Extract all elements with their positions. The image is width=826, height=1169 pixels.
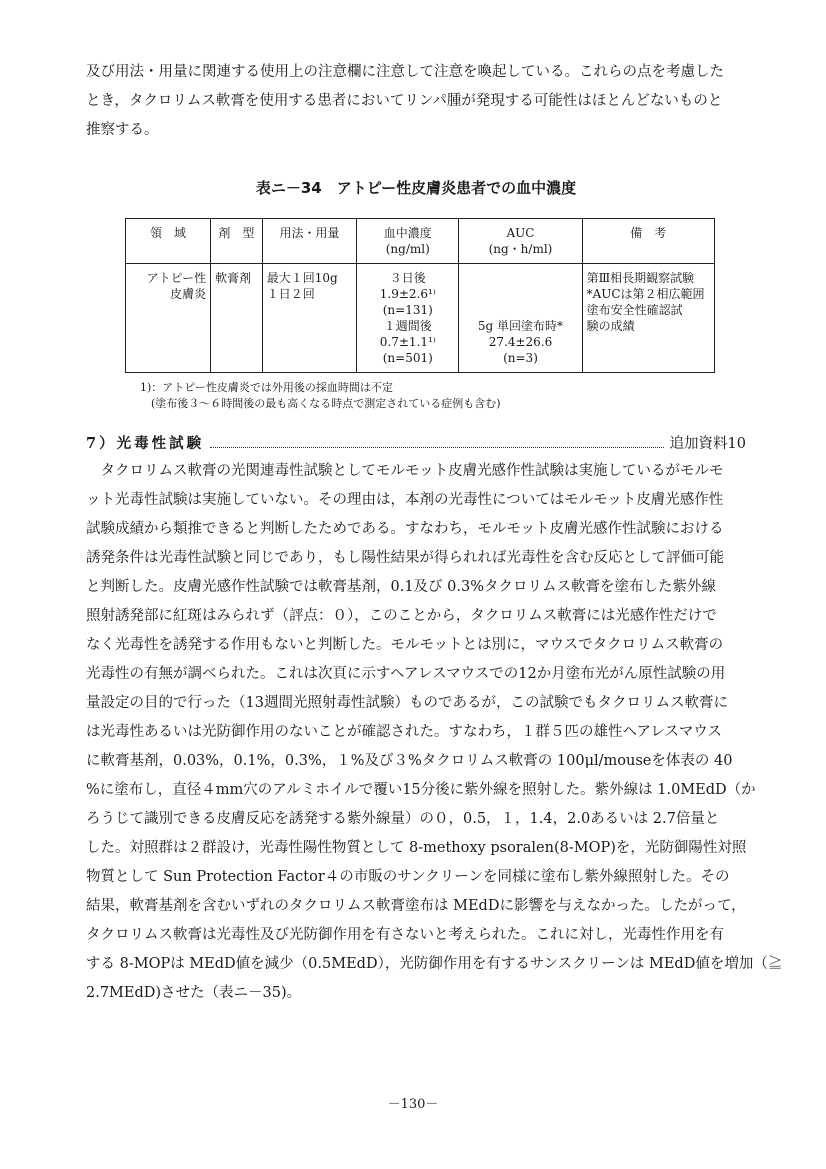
body-line: は光毒性あるいは光防御作用のないことが確認された。すなわち，１群５匹の雄性ヘアレスマウス [86,724,722,740]
body-paragraph [86,457,783,1008]
cell-region: アトピー性 皮膚炎 [126,264,211,373]
header-blood-conc: 血中濃度 (ng/ml) [357,219,459,264]
header-auc: AUC (ng・h/ml) [459,219,582,264]
table-row [126,264,715,373]
section-reference: 追加資料10 [669,436,746,452]
body-line: する 8-MOPは MEdD値を減少（0.5MEdD），光防御作用を有するサンスクリーンは MEdD値を増加（≧ [86,956,783,972]
intro-line: とき，タクロリムス軟膏を使用する患者においてリンパ腫が発現する可能性はほとんどないものと [86,93,723,109]
table-header-row [126,219,715,264]
cell-form: 軟膏剤 [211,264,263,373]
table-note: (塗布後３～６時間後の最も高くなる時点で測定されている症例も含む) [140,397,501,410]
section-title: 7）光毒性試験 [86,435,205,452]
body-line: 量設定の目的で行った（13週間光照射毒性試験）ものであるが，この試験でもタクロリムス軟膏に [86,695,728,711]
intro-line: 及び用法・用量に関連する使用上の注意欄に注意して注意を喚起している。これらの点を考慮した [86,64,724,80]
header-remarks: 備 考 [582,219,714,264]
blood-concentration-table [125,218,715,373]
body-line: ット光毒性試験は実施していない。その理由は，本剤の光毒性についてはモルモット皮膚光感作性 [86,492,724,508]
header-region: 領 域 [126,219,211,264]
body-line: なく光毒性を誘発する作用もないと判断した。モルモットとは別に，マウスでタクロリムス軟膏の [86,637,724,653]
leader-dots [210,437,663,448]
body-line: に軟膏基剤，0.03%，0.1%，0.3%，１%及び３%タクロリムス軟膏の 100μl/mouseを体表の 40 [86,753,733,769]
header-form: 剤 型 [211,219,263,264]
body-line: と判断した。皮膚光感作性試験では軟膏基剤，0.1及び 0.3%タクロリムス軟膏を塗布した紫外線 [86,579,717,595]
body-line: 誘発条件は光毒性試験と同じであり，もし陽性結果が得られれば光毒性を含む反応として評価可能 [86,550,724,566]
section-heading [86,432,746,453]
body-line: 物質として Sun Protection Factor４の市販のサンクリーンを同様に塗布し紫外線照射した。その [86,869,730,885]
header-dosage: 用法・用量 [262,219,356,264]
intro-paragraph [86,58,746,145]
cell-auc: 5g 単回塗布時* 27.4±26.6 (n=3) [459,264,582,373]
body-line: タクロリムス軟膏の光関連毒性試験としてモルモット皮膚光感作性試験は実施しているがモルモ [86,463,724,479]
table-caption: 表ニ－34 アトピー性皮膚炎患者での血中濃度 [255,179,577,197]
body-line: 光毒性の有無が調べられた。これは次頁に示すヘアレスマウスでの12か月塗布光がん原性試験の用 [86,666,726,682]
cell-remarks: 第Ⅲ相長期観察試験 *AUCは第２相広範囲 塗布安全性確認試 験の成績 [582,264,714,373]
body-line: 2.7MEdD)させた（表ニ－35)。 [86,985,302,1001]
body-line: した。対照群は２群設け，光毒性陽性物質として 8-methoxy psoralen(8-MOP)を，光防御陽性対照 [86,840,747,856]
page-number: －130－ [387,1097,439,1112]
cell-dosage: 最大１回10g １日２回 [262,264,356,373]
body-line: %に塗布し，直径４mm穴のアルミホイルで覆い15分後に紫外線を照射した。紫外線は 1.0MEdD（か [86,782,756,798]
body-line: タクロリムス軟膏は光毒性及び光防御作用を有さないと考えられた。これに対し，光毒性作用を有 [86,927,724,943]
body-line: 結果，軟膏基剤を含むいずれのタクロリムス軟膏塗布は MEdDに影響を与えなかった。したがって， [86,898,746,914]
body-line: 試験成績から類推できると判断したためである。すなわち，モルモット皮膚光感作性試験における [86,521,724,537]
body-line: 照射誘発部に紅斑はみられず（評点：０），このことから，タクロリムス軟膏には光感作性だけで [86,608,717,624]
cell-blood-conc: ３日後 1.9±2.6¹⁾ (n=131) １週間後 0.7±1.1¹⁾ (n=501) [357,264,459,373]
table-note: 1)：アトピー性皮膚炎では外用後の採血時間は不定 [140,381,393,394]
table-notes [140,380,501,412]
body-line: ろうじて識別できる皮膚反応を誘発する紫外線量）の０，0.5，１，1.4，2.0あるいは 2.7倍量と [86,811,720,827]
intro-line: 推察する。 [86,122,159,138]
